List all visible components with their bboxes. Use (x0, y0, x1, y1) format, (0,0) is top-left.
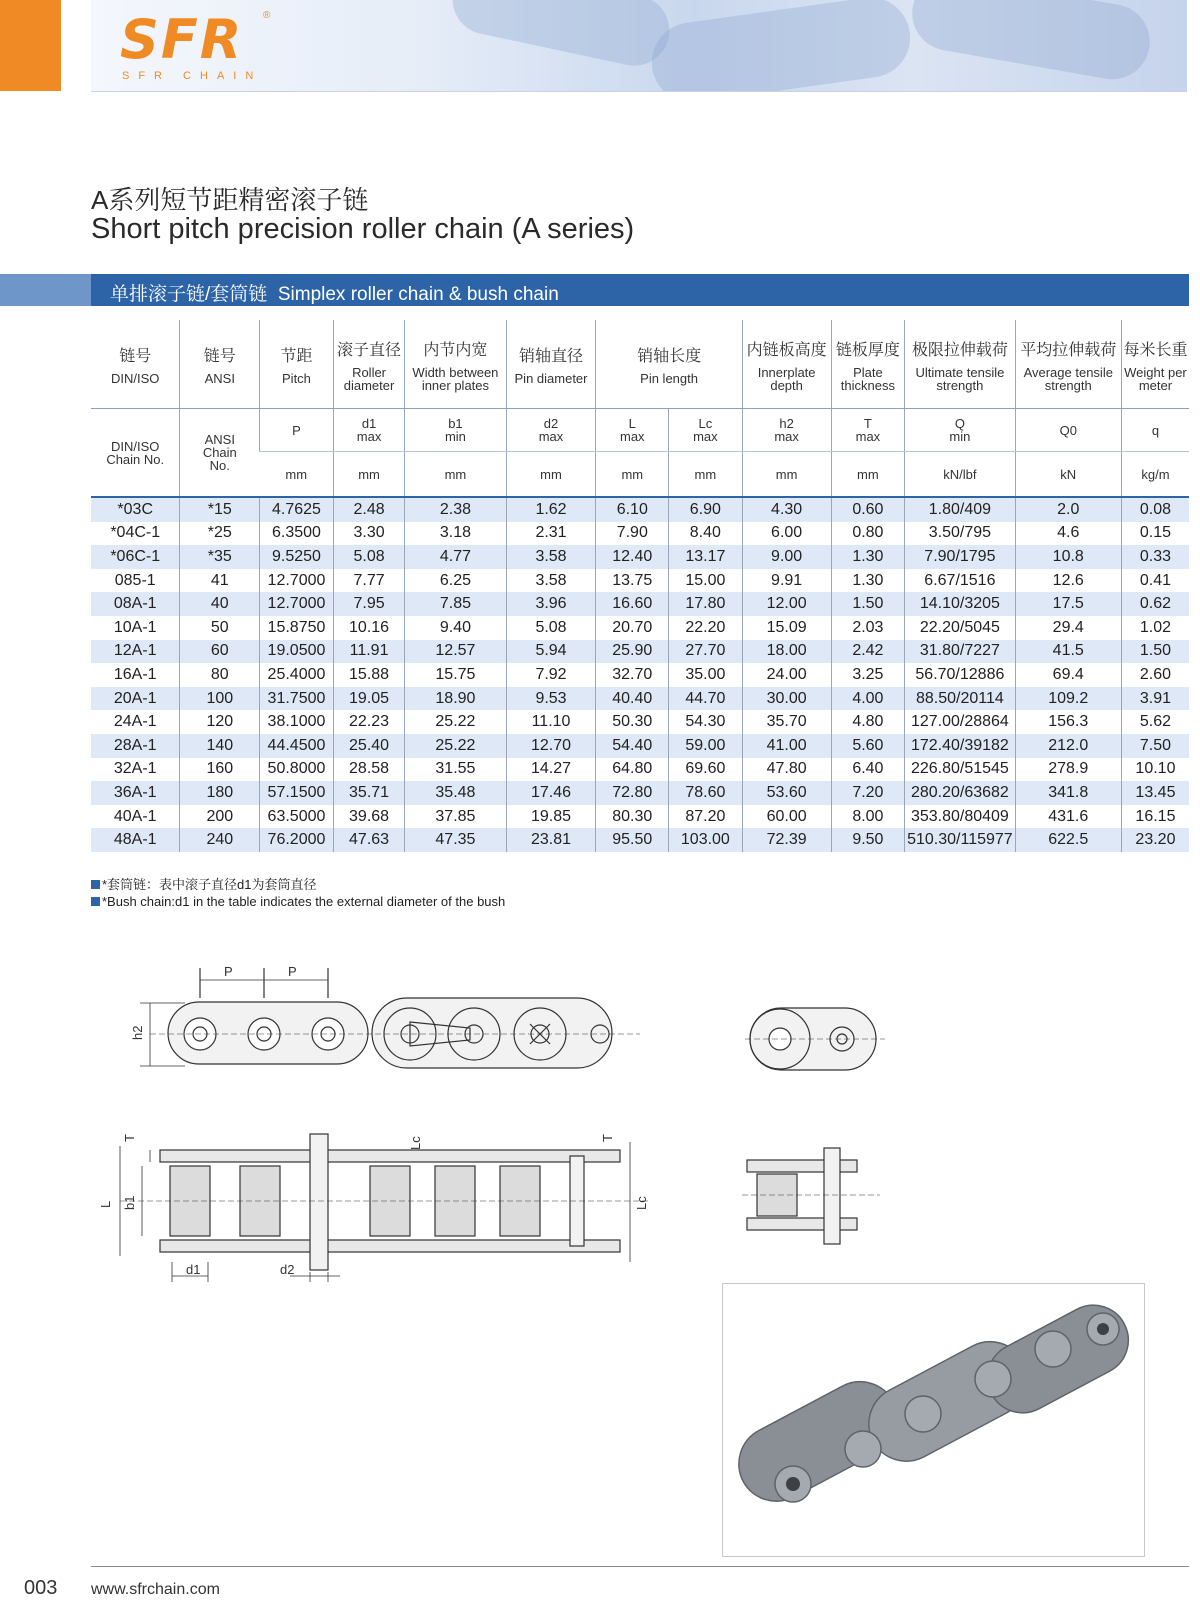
table-cell: 56.70/12886 (905, 663, 1015, 687)
table-cell: 17.46 (506, 781, 596, 805)
table-cell: 0.60 (831, 497, 905, 522)
table-cell: 7.90 (596, 522, 669, 546)
col-average-strength-header: 平均拉伸载荷 Average tensile strength (1015, 320, 1121, 409)
table-cell: 240 (180, 828, 260, 852)
table-cell: 9.91 (742, 569, 831, 593)
table-cell: 60 (180, 640, 260, 664)
spec-table-body (91, 497, 1189, 852)
section-title-cn: 单排滚子链/套筒链 (110, 284, 268, 305)
table-cell: 23.20 (1121, 828, 1189, 852)
label-b1: b1 (122, 1195, 137, 1210)
ansi-chain-no-label: ANSI Chain No. (180, 409, 260, 498)
table-cell: 280.20/63682 (905, 781, 1015, 805)
table-cell: 40.40 (596, 687, 669, 711)
table-cell: 278.9 (1015, 758, 1121, 782)
table-cell: 1.30 (831, 569, 905, 593)
section-title (110, 279, 559, 306)
table-cell: 3.96 (506, 592, 596, 616)
unit-t: mm (831, 452, 905, 498)
unit-d1: mm (333, 452, 405, 498)
table-cell: 2.38 (405, 497, 506, 522)
table-cell: 11.10 (506, 710, 596, 734)
table-cell: 14.27 (506, 758, 596, 782)
table-cell: 87.20 (669, 805, 743, 829)
table-cell: *04C-1 (91, 522, 180, 546)
table-cell: 08A-1 (91, 592, 180, 616)
table-cell: 16A-1 (91, 663, 180, 687)
table-cell: 47.63 (333, 828, 405, 852)
note-bullet (91, 880, 100, 889)
label-h2: h2 (130, 1025, 145, 1040)
table-cell: 4.6 (1015, 522, 1121, 546)
table-cell: 16.60 (596, 592, 669, 616)
table-cell: 22.20/5045 (905, 616, 1015, 640)
chain-end-top-view-drawing (742, 1140, 882, 1250)
symbol-q-weight: q (1121, 409, 1189, 452)
table-cell: 12.6 (1015, 569, 1121, 593)
symbol-lc: Lc max (669, 409, 743, 452)
table-cell: 20A-1 (91, 687, 180, 711)
unit-b1: mm (405, 452, 506, 498)
table-cell: 5.60 (831, 734, 905, 758)
table-cell: 15.00 (669, 569, 743, 593)
col-weight-header: 每米长重 Weight per meter (1121, 320, 1189, 409)
table-cell: 41 (180, 569, 260, 593)
col-ansi-header: 链号 ANSI (180, 320, 260, 409)
table-cell: 12.7000 (260, 569, 334, 593)
table-cell: 54.30 (669, 710, 743, 734)
roller-chain-image (723, 1284, 1144, 1556)
website-link[interactable]: www.sfrchain.com (91, 1581, 220, 1598)
table-cell: *03C (91, 497, 180, 522)
table-cell: 40 (180, 592, 260, 616)
section-bar-accent (0, 274, 91, 306)
table-cell: 76.2000 (260, 828, 334, 852)
table-cell: 7.85 (405, 592, 506, 616)
table-cell: 41.00 (742, 734, 831, 758)
table-cell: 31.55 (405, 758, 506, 782)
label-t-left: T (122, 1134, 137, 1142)
table-row (91, 781, 1189, 805)
table-cell: 31.7500 (260, 687, 334, 711)
table-cell: 9.5250 (260, 545, 334, 569)
sfr-logo: SFR (120, 8, 244, 71)
table-cell: 3.58 (506, 569, 596, 593)
table-cell: 0.62 (1121, 592, 1189, 616)
table-cell: 23.81 (506, 828, 596, 852)
col-din-iso-header: 链号 DIN/ISO (91, 320, 180, 409)
section-bar (0, 274, 1189, 306)
table-cell: 15.75 (405, 663, 506, 687)
table-cell: 0.15 (1121, 522, 1189, 546)
table-cell: 14.10/3205 (905, 592, 1015, 616)
table-cell: 0.08 (1121, 497, 1189, 522)
unit-q: kN/lbf (905, 452, 1015, 498)
table-row (91, 687, 1189, 711)
table-cell: 80 (180, 663, 260, 687)
table-row (91, 828, 1189, 852)
logo-subtext: SFR CHAIN (122, 70, 263, 82)
table-cell: 28A-1 (91, 734, 180, 758)
unit-weight: kg/m (1121, 452, 1189, 498)
table-cell: 32.70 (596, 663, 669, 687)
label-d2: d2 (280, 1262, 295, 1277)
table-cell: 35.70 (742, 710, 831, 734)
table-row (91, 640, 1189, 664)
table-cell: 28.58 (333, 758, 405, 782)
table-cell: 10.10 (1121, 758, 1189, 782)
table-cell: 59.00 (669, 734, 743, 758)
unit-lc: mm (669, 452, 743, 498)
table-cell: 180 (180, 781, 260, 805)
table-cell: 9.40 (405, 616, 506, 640)
table-cell: 7.90/1795 (905, 545, 1015, 569)
table-cell: 16.15 (1121, 805, 1189, 829)
table-cell: 15.09 (742, 616, 831, 640)
table-cell: 63.5000 (260, 805, 334, 829)
table-cell: 25.22 (405, 710, 506, 734)
table-cell: 78.60 (669, 781, 743, 805)
table-cell: 5.62 (1121, 710, 1189, 734)
table-cell: 2.0 (1015, 497, 1121, 522)
symbol-l: L max (596, 409, 669, 452)
table-row (91, 592, 1189, 616)
table-cell: 17.5 (1015, 592, 1121, 616)
table-cell: 47.80 (742, 758, 831, 782)
table-cell: 50 (180, 616, 260, 640)
table-cell: 4.80 (831, 710, 905, 734)
label-d1: d1 (186, 1262, 201, 1277)
table-cell: 6.67/1516 (905, 569, 1015, 593)
symbol-d1: d1 max (333, 409, 405, 452)
table-cell: 53.60 (742, 781, 831, 805)
table-cell: 431.6 (1015, 805, 1121, 829)
table-cell: 35.71 (333, 781, 405, 805)
table-cell: 35.00 (669, 663, 743, 687)
table-cell: 127.00/28864 (905, 710, 1015, 734)
label-lc-right: Lc (634, 1196, 649, 1210)
table-cell: 0.41 (1121, 569, 1189, 593)
table-cell: 36A-1 (91, 781, 180, 805)
table-cell: 20.70 (596, 616, 669, 640)
table-cell: 50.8000 (260, 758, 334, 782)
table-cell: 57.1500 (260, 781, 334, 805)
product-photo (722, 1283, 1145, 1557)
table-cell: 3.25 (831, 663, 905, 687)
table-cell: 72.39 (742, 828, 831, 852)
table-cell: 1.62 (506, 497, 596, 522)
table-cell: 6.40 (831, 758, 905, 782)
table-cell: 54.40 (596, 734, 669, 758)
table-cell: 9.50 (831, 828, 905, 852)
table-cell: 10.8 (1015, 545, 1121, 569)
table-cell: *25 (180, 522, 260, 546)
table-row (91, 497, 1189, 522)
section-title-en: Simplex roller chain & bush chain (277, 284, 559, 305)
table-row (91, 616, 1189, 640)
table-row (91, 805, 1189, 829)
symbol-q0: Q0 (1015, 409, 1121, 452)
unit-l: mm (596, 452, 669, 498)
table-cell: 353.80/80409 (905, 805, 1015, 829)
table-cell: 25.4000 (260, 663, 334, 687)
table-cell: 2.60 (1121, 663, 1189, 687)
table-cell: 27.70 (669, 640, 743, 664)
page-title-cn: A系列短节距精密滚子链 (91, 185, 369, 215)
unit-q0: kN (1015, 452, 1121, 498)
table-cell: 41.5 (1015, 640, 1121, 664)
chain-top-view-drawing (90, 1122, 670, 1290)
table-cell: 47.35 (405, 828, 506, 852)
label-l: L (98, 1200, 113, 1208)
col-pin-length-header: 销轴长度 Pin length (596, 320, 742, 409)
table-cell: 22.23 (333, 710, 405, 734)
header-row-names (91, 320, 1189, 409)
table-cell: *35 (180, 545, 260, 569)
table-cell: 37.85 (405, 805, 506, 829)
table-cell: 7.50 (1121, 734, 1189, 758)
table-cell: 3.50/795 (905, 522, 1015, 546)
table-row (91, 522, 1189, 546)
table-cell: 2.03 (831, 616, 905, 640)
chain-end-view-drawing (740, 1000, 890, 1080)
col-pitch-header: 节距 Pitch (260, 320, 334, 409)
table-cell: 22.20 (669, 616, 743, 640)
table-cell: 4.00 (831, 687, 905, 711)
footer-divider (91, 1566, 1189, 1567)
page-number: 003 (24, 1577, 58, 1599)
table-cell: 38.1000 (260, 710, 334, 734)
table-cell: 200 (180, 805, 260, 829)
table-cell: 29.4 (1015, 616, 1121, 640)
table-row (91, 663, 1189, 687)
symbol-p: P (260, 409, 334, 452)
table-cell: 510.30/115977 (905, 828, 1015, 852)
table-cell: 3.30 (333, 522, 405, 546)
table-cell: 7.77 (333, 569, 405, 593)
table-cell: 6.25 (405, 569, 506, 593)
table-cell: 3.91 (1121, 687, 1189, 711)
table-cell: 3.18 (405, 522, 506, 546)
table-cell: 95.50 (596, 828, 669, 852)
table-cell: 13.45 (1121, 781, 1189, 805)
table-cell: 10.16 (333, 616, 405, 640)
table-cell: 212.0 (1015, 734, 1121, 758)
col-pin-diameter-header: 销轴直径 Pin diameter (506, 320, 596, 409)
table-cell: 0.80 (831, 522, 905, 546)
table-cell: 2.31 (506, 522, 596, 546)
table-cell: 18.00 (742, 640, 831, 664)
table-cell: 31.80/7227 (905, 640, 1015, 664)
table-cell: 140 (180, 734, 260, 758)
table-cell: 5.08 (506, 616, 596, 640)
table-cell: 50.30 (596, 710, 669, 734)
table-cell: 6.00 (742, 522, 831, 546)
symbol-h2: h2 max (742, 409, 831, 452)
table-cell: 4.30 (742, 497, 831, 522)
table-cell: 25.90 (596, 640, 669, 664)
table-cell: 226.80/51545 (905, 758, 1015, 782)
table-cell: 103.00 (669, 828, 743, 852)
table-cell: 9.53 (506, 687, 596, 711)
table-cell: 69.60 (669, 758, 743, 782)
table-cell: 12.7000 (260, 592, 334, 616)
table-cell: 9.00 (742, 545, 831, 569)
page-title-en: Short pitch precision roller chain (A series) (91, 213, 635, 245)
table-cell: 30.00 (742, 687, 831, 711)
table-cell: 32A-1 (91, 758, 180, 782)
table-cell: 7.20 (831, 781, 905, 805)
table-cell: 19.85 (506, 805, 596, 829)
table-cell: 6.90 (669, 497, 743, 522)
table-cell: 25.40 (333, 734, 405, 758)
table-row (91, 758, 1189, 782)
unit-p: mm (260, 452, 334, 498)
unit-h2: mm (742, 452, 831, 498)
table-cell: 39.68 (333, 805, 405, 829)
col-roller-diameter-header: 滚子直径 Roller diameter (333, 320, 405, 409)
table-cell: 13.17 (669, 545, 743, 569)
col-inner-width-header: 内节内宽 Width between inner plates (405, 320, 506, 409)
table-row (91, 569, 1189, 593)
table-cell: 8.00 (831, 805, 905, 829)
table-cell: 12A-1 (91, 640, 180, 664)
table-cell: 11.91 (333, 640, 405, 664)
chain-side-view-drawing (110, 958, 650, 1088)
table-cell: 12.70 (506, 734, 596, 758)
note-bullet (91, 897, 100, 906)
table-row (91, 734, 1189, 758)
table-cell: 44.4500 (260, 734, 334, 758)
note-cn: *套筒链：表中滚子直径d1为套筒直径 (91, 874, 317, 893)
table-cell: 3.58 (506, 545, 596, 569)
table-cell: 6.3500 (260, 522, 334, 546)
table-cell: 100 (180, 687, 260, 711)
table-cell: 160 (180, 758, 260, 782)
table-cell: 19.0500 (260, 640, 334, 664)
unit-d2: mm (506, 452, 596, 498)
table-cell: 69.4 (1015, 663, 1121, 687)
table-cell: 19.05 (333, 687, 405, 711)
table-cell: 0.33 (1121, 545, 1189, 569)
label-p2: P (288, 964, 297, 979)
col-ultimate-strength-header: 极限拉伸载荷 Ultimate tensile strength (905, 320, 1015, 409)
table-cell: 6.10 (596, 497, 669, 522)
table-cell: 48A-1 (91, 828, 180, 852)
note-en: *Bush chain:d1 in the table indicates the external diameter of the bush (91, 894, 505, 909)
table-cell: 7.92 (506, 663, 596, 687)
table-cell: 4.77 (405, 545, 506, 569)
label-lc-top: Lc (408, 1136, 423, 1150)
symbol-q: Q min (905, 409, 1015, 452)
table-cell: 64.80 (596, 758, 669, 782)
table-cell: 085-1 (91, 569, 180, 593)
table-cell: *06C-1 (91, 545, 180, 569)
header-row-symbols (91, 409, 1189, 452)
table-row (91, 710, 1189, 734)
table-cell: 60.00 (742, 805, 831, 829)
table-cell: 1.80/409 (905, 497, 1015, 522)
table-cell: 120 (180, 710, 260, 734)
table-cell: 15.88 (333, 663, 405, 687)
table-cell: 25.22 (405, 734, 506, 758)
table-cell: 40A-1 (91, 805, 180, 829)
orange-tab (0, 0, 61, 91)
table-cell: 7.95 (333, 592, 405, 616)
table-cell: 80.30 (596, 805, 669, 829)
col-innerplate-depth-header: 内链板高度 Innerplate depth (742, 320, 831, 409)
label-t-right: T (600, 1134, 615, 1142)
table-cell: 1.50 (1121, 640, 1189, 664)
table-cell: 12.57 (405, 640, 506, 664)
table-cell: 5.08 (333, 545, 405, 569)
table-cell: 4.7625 (260, 497, 334, 522)
table-cell: 72.80 (596, 781, 669, 805)
table-cell: 88.50/20114 (905, 687, 1015, 711)
table-cell: 15.8750 (260, 616, 334, 640)
din-iso-chain-no-label: DIN/ISO Chain No. (91, 409, 180, 498)
label-p1: P (224, 964, 233, 979)
table-cell: 35.48 (405, 781, 506, 805)
table-cell: 44.70 (669, 687, 743, 711)
symbol-b1: b1 min (405, 409, 506, 452)
table-cell: 24A-1 (91, 710, 180, 734)
table-cell: *15 (180, 497, 260, 522)
table-cell: 172.40/39182 (905, 734, 1015, 758)
table-cell: 18.90 (405, 687, 506, 711)
table-cell: 13.75 (596, 569, 669, 593)
table-cell: 341.8 (1015, 781, 1121, 805)
symbol-d2: d2 max (506, 409, 596, 452)
table-cell: 5.94 (506, 640, 596, 664)
table-cell: 24.00 (742, 663, 831, 687)
table-cell: 2.42 (831, 640, 905, 664)
table-cell: 1.50 (831, 592, 905, 616)
table-cell: 10A-1 (91, 616, 180, 640)
table-cell: 1.30 (831, 545, 905, 569)
table-cell: 109.2 (1015, 687, 1121, 711)
col-plate-thickness-header: 链板厚度 Plate thickness (831, 320, 905, 409)
table-cell: 156.3 (1015, 710, 1121, 734)
table-cell: 12.40 (596, 545, 669, 569)
table-cell: 1.02 (1121, 616, 1189, 640)
table-cell: 2.48 (333, 497, 405, 522)
table-cell: 17.80 (669, 592, 743, 616)
table-row (91, 545, 1189, 569)
table-cell: 12.00 (742, 592, 831, 616)
spec-table (91, 320, 1189, 852)
symbol-t: T max (831, 409, 905, 452)
table-cell: 622.5 (1015, 828, 1121, 852)
table-cell: 8.40 (669, 522, 743, 546)
registered-mark: ® (263, 10, 271, 21)
